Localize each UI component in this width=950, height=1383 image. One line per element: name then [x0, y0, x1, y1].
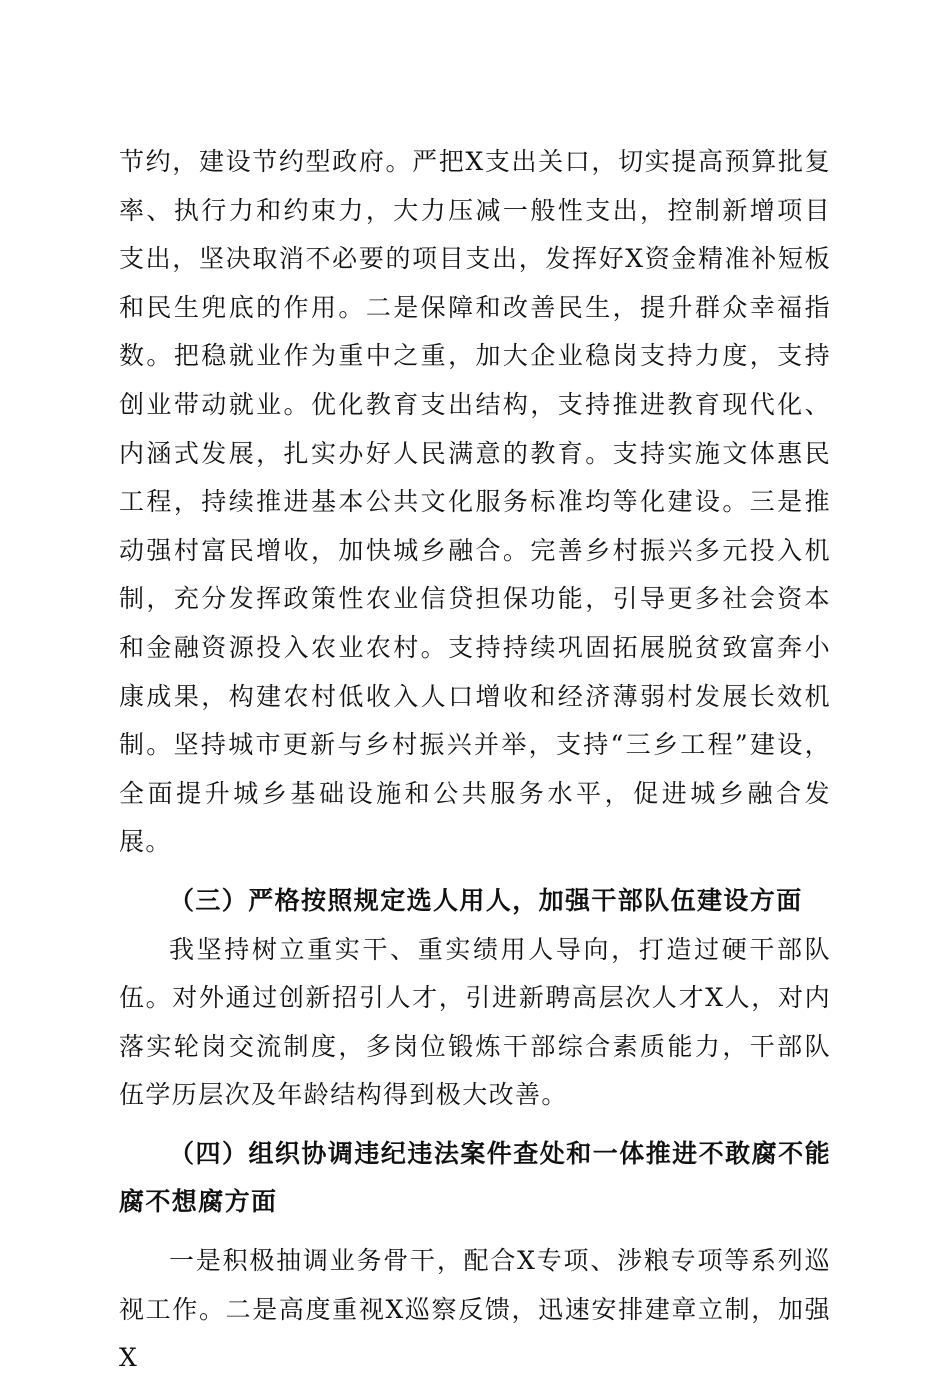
document-body — [119, 138, 831, 1383]
section-heading-3: （三）严格按照规定选人用人，加强干部队伍建设方面 — [169, 885, 803, 915]
section-heading-4: （四）组织协调违纪违法案件查处和一体推进不敢腐不能腐不想腐方面 — [119, 1138, 831, 1217]
paragraph-inspection-work: 一是积极抽调业务骨干，配合X专项、涉粮专项等系列巡视工作。二是高度重视X巡察反馈，迅速安排建章立制，加强X — [119, 1246, 831, 1373]
paragraph-savings-and-livelihood: 节约，建设节约型政府。严把X支出关口，切实提高预算批复率、执行力和约束力，大力压减一般性支出，控制新增项目支出，坚决取消不必要的项目支出，发挥好X资金精准补短板和民生兜底的作用。二是保障和改善民生，提升群众幸福指数。把稳就业作为重中之重，加大企业稳岗支持力度，支持创业带动就业。优化教育支出结构，支持推进教育现代化、内涵式发展，扎实办好人民满意的教育。支持实施文体惠民工程，持续推进基本公共文化服务标准均等化建设。三是推动强村富民增收，加快城乡融合。完善乡村振兴多元投入机制，充分发挥政策性农业信贷担保功能，引导更多社会资本和金融资源投入农业农村。支持持续巩固拓展脱贫致富奔小康成果，构建农村低收入人口增收和经济薄弱村发展长效机制。坚持城市更新与乡村振兴并举，支持“三乡工程”建设，全面提升城乡基础设施和公共服务水平，促进城乡融合发展。 — [119, 147, 831, 857]
paragraph-cadre-selection: 我坚持树立重实干、重实绩用人导向，打造过硬干部队伍。对外通过创新招引人才，引进新聘高层次人才X人，对内落实轮岗交流制度，多岗位锻炼干部综合素质能力，干部队伍学历层次及年龄结构得到极大改善。 — [119, 934, 831, 1110]
